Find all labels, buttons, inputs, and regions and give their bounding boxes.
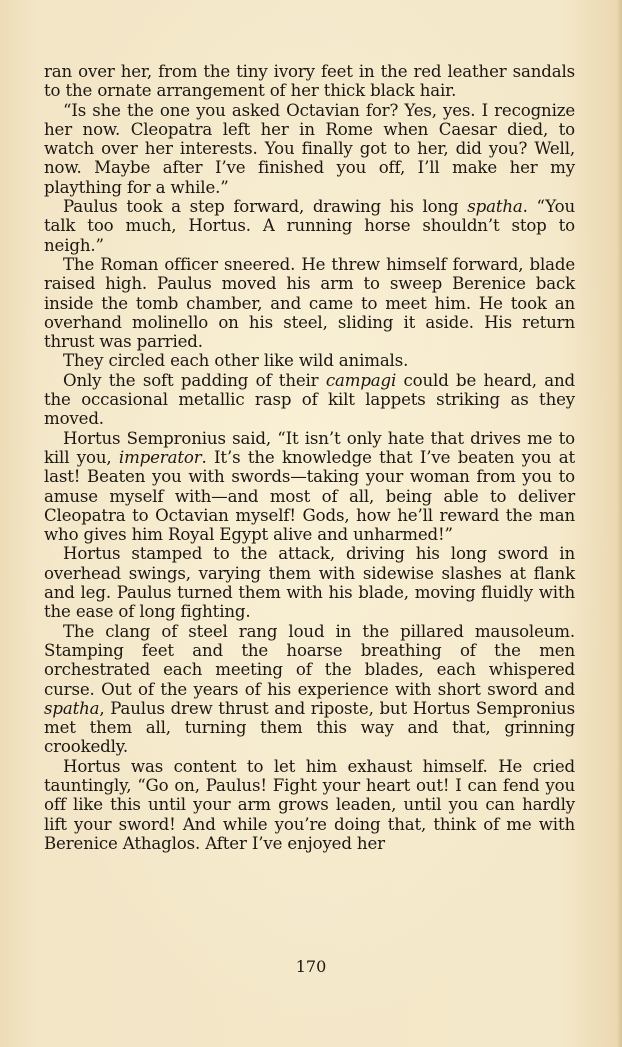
text-segment: The Roman officer sneered. He threw himself forward, blade raised high. Paulus moved his arm to sweep Berenice back inside the tomb chamber, and came to meet him. He took an overhand molinello on his steel, sliding it aside. His return thrust was parried. [44, 254, 575, 352]
paragraph [44, 101, 575, 197]
paragraph [44, 62, 575, 101]
text-segment: ran over her, from the tiny ivory feet in the red leather sandals to the ornate arrangement of her thick black hair. [44, 62, 575, 101]
body-text [44, 62, 575, 853]
paragraph [44, 197, 575, 255]
paragraph [44, 429, 575, 545]
text-segment: Hortus Sempronius said, “It isn’t only hate that drives me to kill you, [44, 428, 575, 467]
paragraph [44, 622, 575, 757]
italic-term: spatha [467, 197, 523, 217]
paragraph [44, 255, 575, 351]
page-number: 170 [295, 957, 327, 976]
paragraph [44, 757, 575, 853]
text-segment: Hortus stamped to the attack, driving his long sword in overhead swings, varying them with sidewise slashes at flank and leg. Paulus turned them with his blade, moving fluidly with the ease of long fighting. [44, 544, 575, 622]
text-segment: They circled each other like wild animals. [63, 351, 409, 371]
page-edge-shadow [617, 0, 622, 1047]
italic-term: spatha [44, 698, 100, 718]
paragraph [44, 544, 575, 621]
italic-term: imperator [118, 447, 202, 467]
text-segment: Hortus was content to let him exhaust himself. He cried tauntingly, “Go on, Paulus! Fight your heart out! I can fend you off like this until your arm grows leaden, until you can hardly lift your sword! And while you’re doing that, think of me with Berenice Athaglos. After I’ve enjoyed her [44, 756, 575, 853]
italic-term: campagi [325, 370, 397, 390]
text-segment: . It’s the knowledge that I’ve beaten you at last! Beaten you with swords—taking your woman from you to amuse myself with—and most of all, being able to deliver Cleopatra to Octavian myself! Gods, how he’ll reward the man who gives him Royal Egypt alive and unharmed!” [44, 447, 575, 545]
paragraph [44, 371, 575, 429]
text-segment: The clang of steel rang loud in the pillared mausoleum. Stamping feet and the hoarse breathing of the men orchestrated each meeting of the blades, each whispered curse. Out of the years of his experience with short sword and [44, 621, 575, 699]
text-segment: “Is she the one you asked Octavian for? Yes, yes. I recognize her now. Cleopatra left her in Rome when Caesar died, to watch over her interests. You finally got to her, did you? Well, now. Maybe after I’ve finished you off, I’ll make her my plaything for a while.” [44, 100, 575, 197]
text-segment: could be heard, and the occasional metallic rasp of kilt lappets striking as they moved. [44, 370, 576, 429]
text-segment: , Paulus drew thrust and riposte, but Hortus Sempronius met them all, turning them this way and that, grinning crookedly. [44, 698, 575, 757]
paragraph [44, 351, 575, 370]
text-segment: Paulus took a step forward, drawing his long [63, 197, 468, 217]
text-segment: . “You talk too much, Hortus. A running horse shouldn’t stop to neigh.” [44, 197, 575, 255]
text-segment: Only the soft padding of their [63, 370, 326, 390]
